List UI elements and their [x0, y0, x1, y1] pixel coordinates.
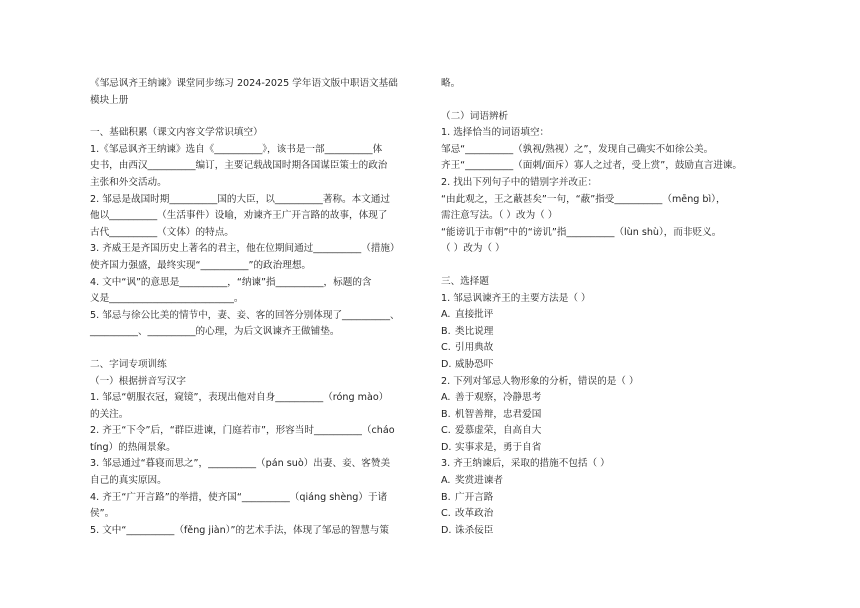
text-line: （二）词语辨析 — [441, 110, 509, 122]
option-letter: C. — [441, 425, 451, 437]
choice-option — [441, 340, 777, 357]
text-line: 的关注。 — [90, 408, 129, 420]
text-line: 侯”。 — [90, 508, 115, 520]
text-line: “由此观之，王之蔽甚矣”一句，“蔽”指受__________（mēng bì）， — [441, 193, 726, 205]
option-letter: D. — [441, 441, 452, 453]
choice-option — [441, 490, 777, 507]
choice-option — [441, 324, 777, 341]
text-line: 《邹忌讽齐王纳谏》课堂同步练习 2024-2025 学年语文版中职语文基础 — [90, 78, 398, 89]
option-text: 善于观察，冷静思考 — [455, 392, 542, 404]
text-line: （一）根据拼音写汉字 — [90, 375, 186, 387]
text-line: __________、__________的心理，为后文讽谏齐王做铺垫。 — [90, 326, 340, 338]
right-column — [441, 76, 777, 539]
option-text: 威胁恐吓 — [455, 358, 494, 370]
text-line: （ ）改为（ ） — [441, 243, 505, 255]
option-text: 广开言路 — [455, 491, 494, 503]
text-line: 4. 文中“讽”的意思是__________，“纳谏”指__________，标题的含 — [90, 276, 372, 288]
option-letter: D. — [441, 524, 452, 536]
text-line: 2. 找出下列句子中的错别字并改正： — [441, 176, 598, 188]
text-line: 略。 — [441, 78, 461, 89]
text-line: 1. 选择恰当的词语填空： — [441, 127, 550, 139]
text-line: 5. 邹忌与徐公比美的情节中，妻、妾、客的回答分别体现了__________、 — [90, 309, 400, 321]
text-line: 2. 下列对邹忌人物形象的分析，错误的是（ ） — [441, 375, 639, 387]
text-line: 使齐国力强盛，最终实现“__________”的政治理想。 — [90, 259, 312, 271]
option-text: 实事求是，勇于自省 — [455, 441, 542, 453]
text-line: 他以__________（生活事件）设喻，劝谏齐王广开言路的故事，体现了 — [90, 210, 388, 222]
spacer — [90, 109, 425, 125]
text-line: 3. 齐王纳谏后，采取的措施不包括（ ） — [441, 458, 610, 470]
text-line: 齐王“__________（面刺/面斥）寡人之过者，受上赏”，鼓励直言进谏。 — [441, 160, 742, 172]
spacer — [441, 258, 777, 274]
option-text: 爱慕虚荣，自高自大 — [455, 425, 542, 437]
option-text: 奖赏进谏者 — [455, 475, 503, 487]
spacer — [441, 93, 777, 109]
option-letter: D. — [441, 358, 452, 370]
text-line: 1. 邹忌讽谏齐王的主要方法是（ ） — [441, 292, 591, 304]
text-line: tíng）的热闹景象。 — [90, 441, 176, 453]
text-line: “能谤讥于市朝”中的“谤讥”指__________（lùn shù），而非贬义。 — [441, 226, 722, 238]
text-line: 2. 邹忌是战国时期__________国的大臣，以__________著称。本文通过 — [90, 193, 391, 205]
choice-option — [441, 440, 777, 457]
option-text: 类比说理 — [455, 325, 494, 337]
option-text: 直接批评 — [455, 309, 494, 321]
text-line: 邹忌“__________（孰视/熟视）之”，发现自己确实不如徐公美。 — [441, 143, 714, 155]
choice-option — [441, 423, 777, 440]
choice-option — [441, 390, 777, 407]
text-line: 自己的真实原因。 — [90, 475, 167, 487]
text-line: 5. 文中“__________（fěng jiàn）”的艺术手法，体现了邹忌的智慧与策 — [90, 524, 389, 536]
text-line: 3. 邹忌通过“暮寝而思之”，__________（pán suò）出妻、妾、客赞美 — [90, 458, 391, 470]
option-text: 机智善辩，忠君爱国 — [455, 408, 542, 420]
text-line: 模块上册 — [90, 94, 129, 106]
text-line: 需注意写法。（ ）改为（ ） — [441, 210, 558, 222]
option-letter: C. — [441, 342, 451, 354]
option-letter: A. — [441, 309, 451, 321]
option-letter: A. — [441, 392, 451, 404]
text-line: 三、选择题 — [441, 275, 489, 287]
option-text: 诛杀佞臣 — [455, 524, 494, 536]
text-line: 主张和外交活动。 — [90, 176, 167, 188]
choice-option — [441, 523, 777, 540]
choice-option — [441, 407, 777, 424]
text-line: 4. 齐王“广开言路”的举措，使齐国“__________（qiáng shèng）于诸 — [90, 491, 388, 503]
text-line: 1.《邹忌讽齐王纳谏》选自《__________》，该书是一部__________体 — [90, 143, 383, 155]
spacer — [90, 341, 425, 357]
left-column — [90, 76, 425, 539]
option-letter: C. — [441, 508, 451, 520]
text-line: 1. 邹忌“朝服衣冠，窥镜”，表现出他对自身__________（róng mào） — [90, 392, 389, 404]
text-line: 3. 齐威王是齐国历史上著名的君主，他在位期间通过__________（措施） — [90, 243, 400, 255]
option-text: 引用典故 — [455, 342, 494, 354]
text-line: 2. 齐王“下令”后，“群臣进谏，门庭若市”，形容当时__________（cháo — [90, 425, 395, 437]
choice-option — [441, 307, 777, 324]
text-line: 一、基础积累（课文内容文学常识填空） — [90, 127, 263, 139]
choice-option — [441, 506, 777, 523]
choice-option — [441, 357, 777, 374]
option-text: 改革政治 — [455, 508, 494, 520]
option-letter: A. — [441, 475, 451, 487]
option-letter: B. — [441, 325, 451, 337]
option-letter: B. — [441, 491, 451, 503]
option-letter: B. — [441, 408, 451, 420]
text-line: 古代__________（文体）的特点。 — [90, 226, 234, 238]
text-line: 义是__________________________。 — [90, 293, 244, 305]
text-line: 二、字词专项训练 — [90, 358, 167, 370]
text-line: 史书，由西汉__________编订，主要记载战国时期各国谋臣策士的政治 — [90, 160, 388, 172]
choice-option — [441, 473, 777, 490]
